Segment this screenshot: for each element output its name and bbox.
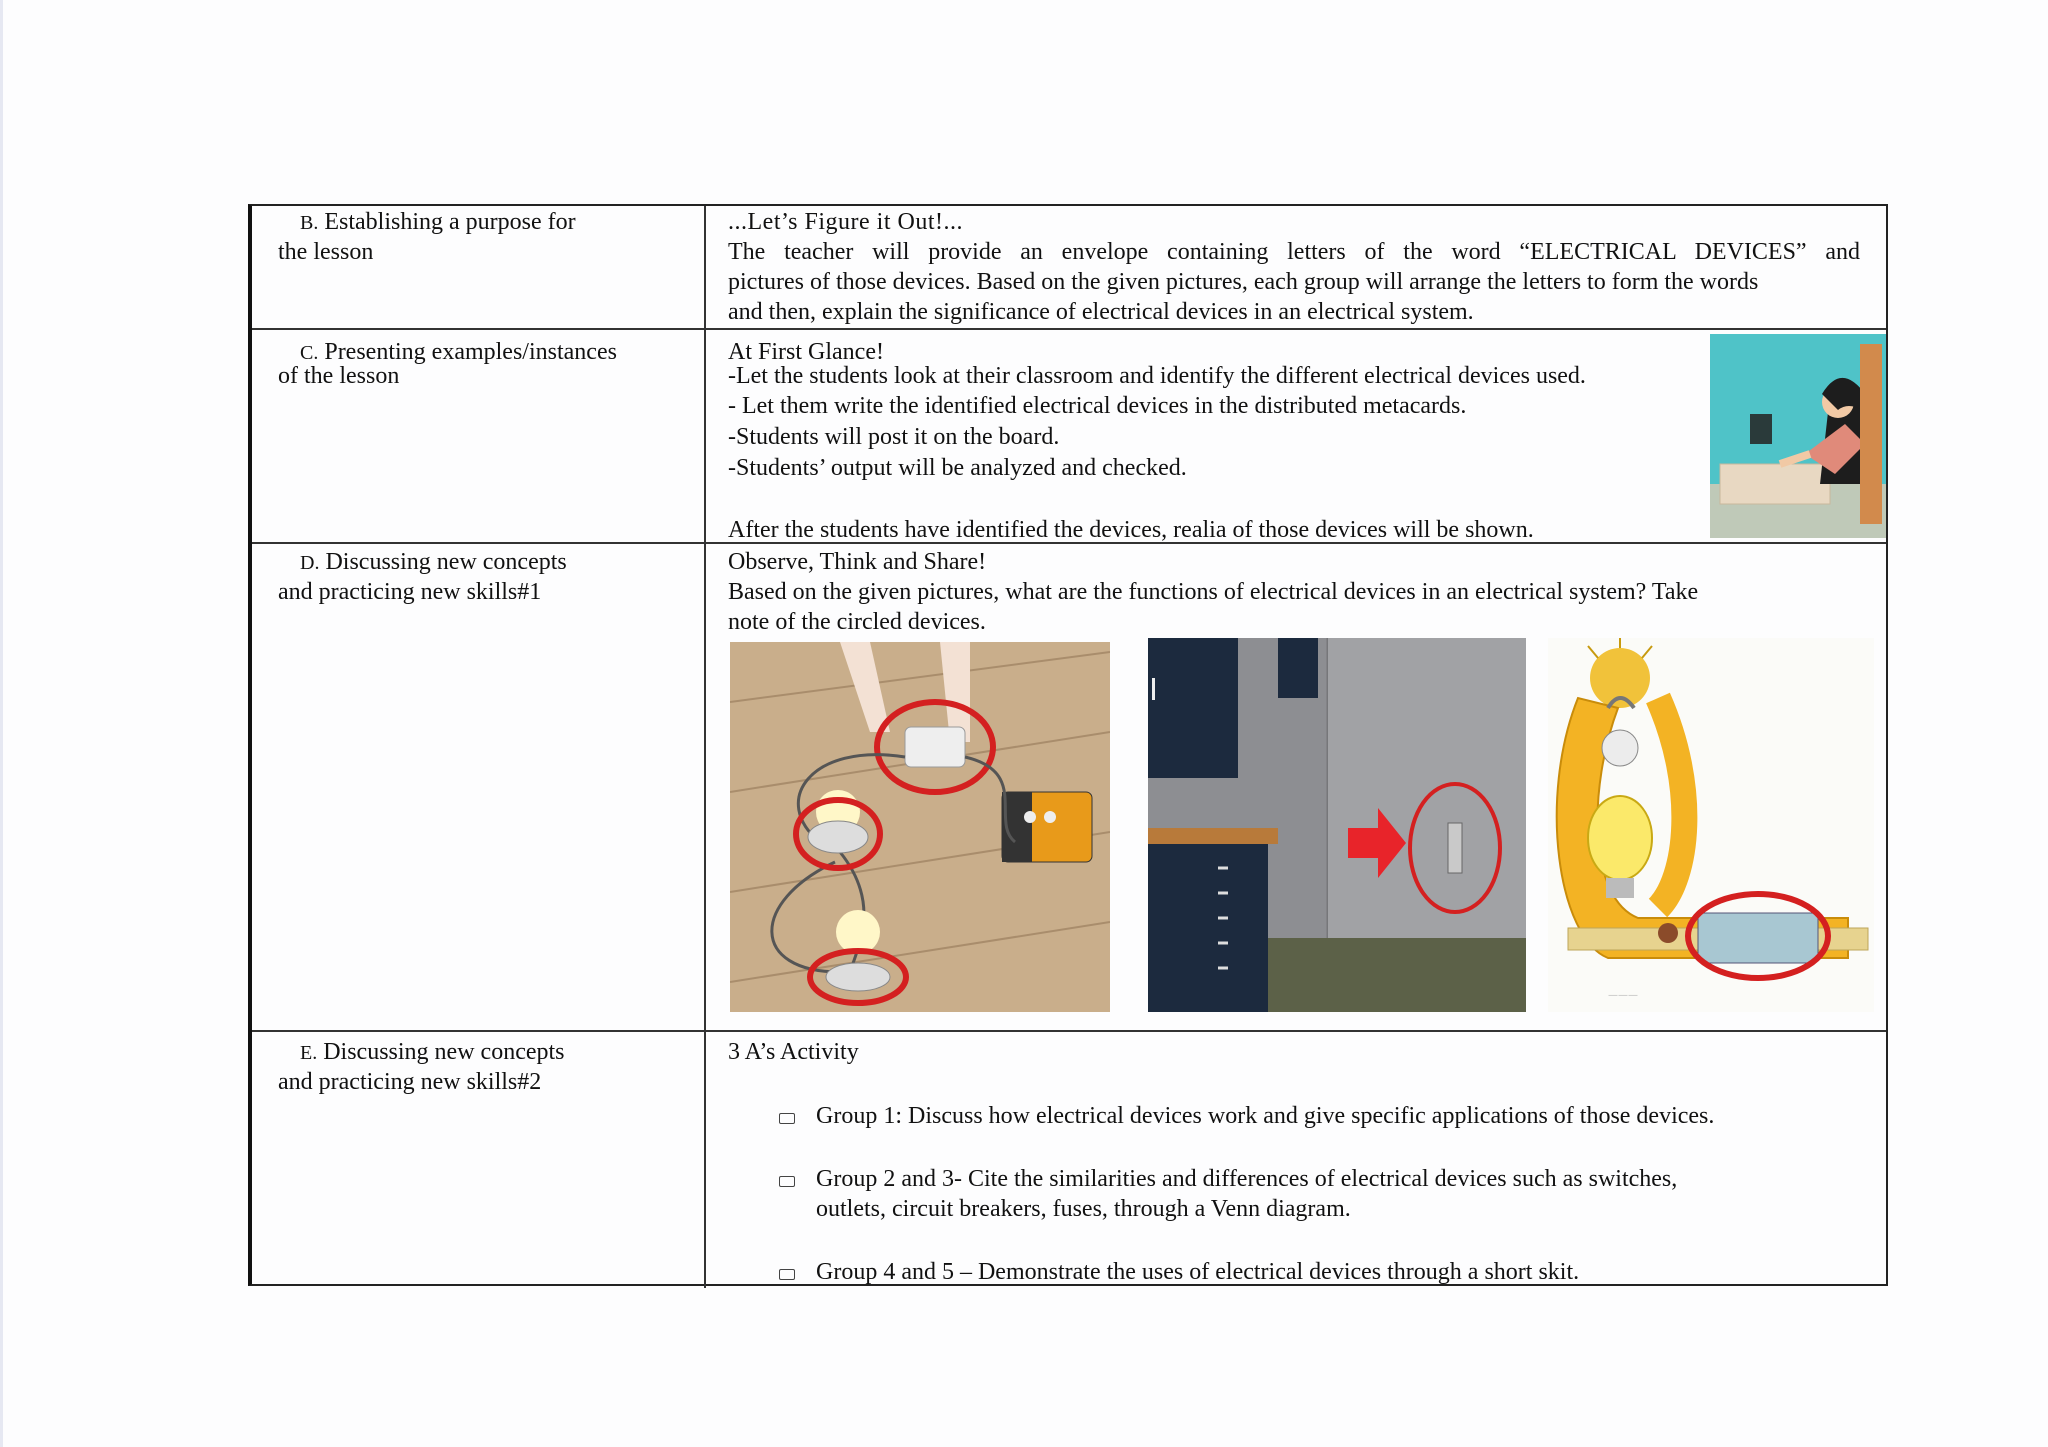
row-d xyxy=(252,544,1886,1032)
row-letter: D. xyxy=(300,552,320,574)
row-label-line1: Discussing new concepts xyxy=(325,549,567,575)
row-letter: C. xyxy=(300,342,319,364)
column-divider xyxy=(704,1032,706,1288)
row-c xyxy=(252,330,1886,544)
row-label-line2: the lesson xyxy=(278,239,374,265)
row-label-line1: Discussing new concepts xyxy=(323,1039,565,1065)
text-line: -Students will post it on the board. xyxy=(728,424,1060,450)
list-item: Group 1: Discuss how electrical devices work and give specific applications of those devices. xyxy=(816,1103,1715,1129)
column-divider xyxy=(704,206,706,328)
text-line: Based on the given pictures, what are the functions of electrical devices in an electrical system? Take xyxy=(728,579,1699,605)
text-line: -Students’ output will be analyzed and checked. xyxy=(728,455,1187,481)
wiring-diagram-picture xyxy=(1548,638,1874,1012)
section-heading: Observe, Think and Share! xyxy=(728,549,987,575)
row-label-line1: Presenting examples/instances xyxy=(324,339,617,365)
text-line: After the students have identified the devices, realia of those devices will be shown. xyxy=(728,517,1534,543)
section-heading: At First Glance! xyxy=(728,339,884,365)
row-b xyxy=(252,206,1886,330)
section-heading: ...Let’s Figure it Out!... xyxy=(728,209,963,235)
row-label-line2: of the lesson xyxy=(278,363,400,389)
row-label-line1: Establishing a purpose for xyxy=(324,209,576,235)
text-line: The teacher will provide an envelope containing letters of the word “ELECTRICAL DEVICES” and xyxy=(728,239,1860,265)
list-item: Group 2 and 3- Cite the similarities and differences of electrical devices such as switches, xyxy=(816,1166,1678,1192)
row-label-line2: and practicing new skills#1 xyxy=(278,579,542,605)
text-line: and then, explain the significance of electrical devices in an electrical system. xyxy=(728,299,1474,325)
text-line: note of the circled devices. xyxy=(728,609,986,635)
row-label-line2: and practicing new skills#2 xyxy=(278,1069,542,1095)
row-letter: E. xyxy=(300,1042,318,1064)
section-heading: 3 A’s Activity xyxy=(728,1039,859,1065)
wall-outlet-picture xyxy=(1148,638,1526,1012)
lesson-plan-table xyxy=(248,204,1888,1286)
row-letter: B. xyxy=(300,212,319,234)
page-edge xyxy=(0,0,3,1447)
svg-text:———: ——— xyxy=(1608,990,1638,1001)
column-divider xyxy=(704,544,706,1030)
student-writing-illustration xyxy=(1710,334,1886,538)
text-line: -Let the students look at their classroom and identify the different electrical devices used. xyxy=(728,363,1586,389)
list-item: Group 4 and 5 – Demonstrate the uses of electrical devices through a short skit. xyxy=(816,1259,1580,1285)
circuit-lamps-switch-picture xyxy=(730,642,1110,1012)
text-line: pictures of those devices. Based on the given pictures, each group will arrange the letters to form the words xyxy=(728,269,1759,295)
bullet-icon xyxy=(779,1269,795,1280)
list-item-continuation: outlets, circuit breakers, fuses, through a Venn diagram. xyxy=(816,1196,1351,1222)
text-line: - Let them write the identified electrical devices in the distributed metacards. xyxy=(728,393,1467,419)
bullet-icon xyxy=(779,1113,795,1124)
bullet-icon xyxy=(779,1176,795,1187)
row-e xyxy=(252,1032,1886,1288)
column-divider xyxy=(704,330,706,542)
